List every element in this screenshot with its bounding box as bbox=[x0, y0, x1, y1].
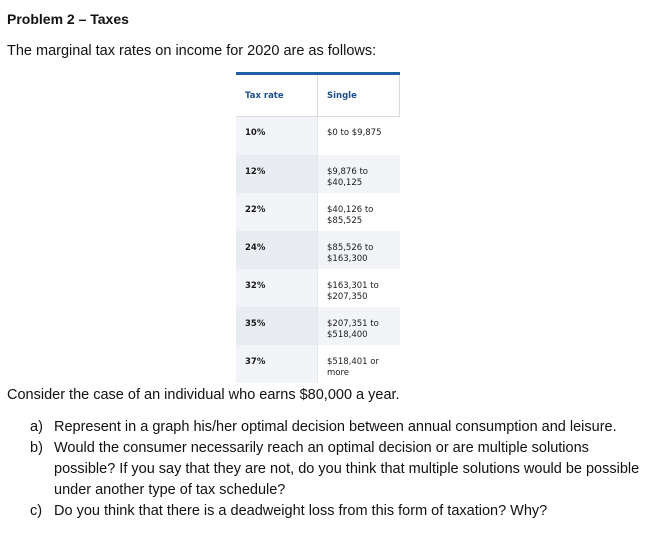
question-item bbox=[30, 417, 640, 438]
problem-title: Problem 2 – Taxes bbox=[7, 11, 129, 27]
table-row bbox=[236, 269, 400, 307]
bracket-text: $9,876 to $40,125 bbox=[327, 166, 368, 188]
bracket-text: $207,351 to $518,400 bbox=[327, 318, 379, 340]
bracket-text: $40,126 to $85,525 bbox=[327, 204, 374, 226]
bracket-cell bbox=[318, 345, 400, 383]
rate-cell: 12% bbox=[236, 155, 318, 193]
tax-rate-table bbox=[236, 72, 400, 383]
table-row bbox=[236, 307, 400, 345]
question-text: Represent in a graph his/her optimal decision between annual consumption and leisure. bbox=[54, 419, 617, 435]
header-single: Single bbox=[318, 74, 400, 117]
question-letter: b) bbox=[30, 440, 43, 456]
question-item bbox=[30, 501, 640, 522]
table-row bbox=[236, 193, 400, 231]
intro-text: The marginal tax rates on income for 2020 are as follows: bbox=[7, 43, 377, 59]
bracket-cell bbox=[318, 307, 400, 345]
rate-cell: 35% bbox=[236, 307, 318, 345]
table-row bbox=[236, 231, 400, 269]
consider-text: Consider the case of an individual who earns $80,000 a year. bbox=[7, 387, 400, 403]
question-letter: c) bbox=[30, 503, 43, 519]
question-list bbox=[30, 417, 640, 522]
bracket-cell bbox=[318, 193, 400, 231]
question-item bbox=[30, 438, 640, 501]
question-text: Would the consumer necessarily reach an optimal decision or are multiple solutions possible? If you say that they are not, do you think that multiple solutions would be possible under another type of tax schedule? bbox=[54, 440, 640, 498]
bracket-cell bbox=[318, 155, 400, 193]
table-row bbox=[236, 345, 400, 383]
rate-cell: 22% bbox=[236, 193, 318, 231]
bracket-text: $85,526 to $163,300 bbox=[327, 242, 374, 264]
question-letter: a) bbox=[30, 419, 43, 435]
header-tax-rate: Tax rate bbox=[236, 74, 318, 117]
bracket-cell bbox=[318, 231, 400, 269]
bracket-cell bbox=[318, 117, 400, 155]
table-row bbox=[236, 155, 400, 193]
rate-cell: 10% bbox=[236, 117, 318, 155]
table-row bbox=[236, 117, 400, 155]
rate-cell: 24% bbox=[236, 231, 318, 269]
rate-cell: 32% bbox=[236, 269, 318, 307]
bracket-text: $0 to $9,875 bbox=[327, 128, 382, 138]
bracket-text: $518,401 or more bbox=[327, 356, 379, 378]
bracket-cell bbox=[318, 269, 400, 307]
question-text: Do you think that there is a deadweight loss from this form of taxation? Why? bbox=[54, 503, 548, 519]
rate-cell: 37% bbox=[236, 345, 318, 383]
table-header-row bbox=[236, 74, 400, 117]
bracket-text: $163,301 to $207,350 bbox=[327, 280, 379, 302]
